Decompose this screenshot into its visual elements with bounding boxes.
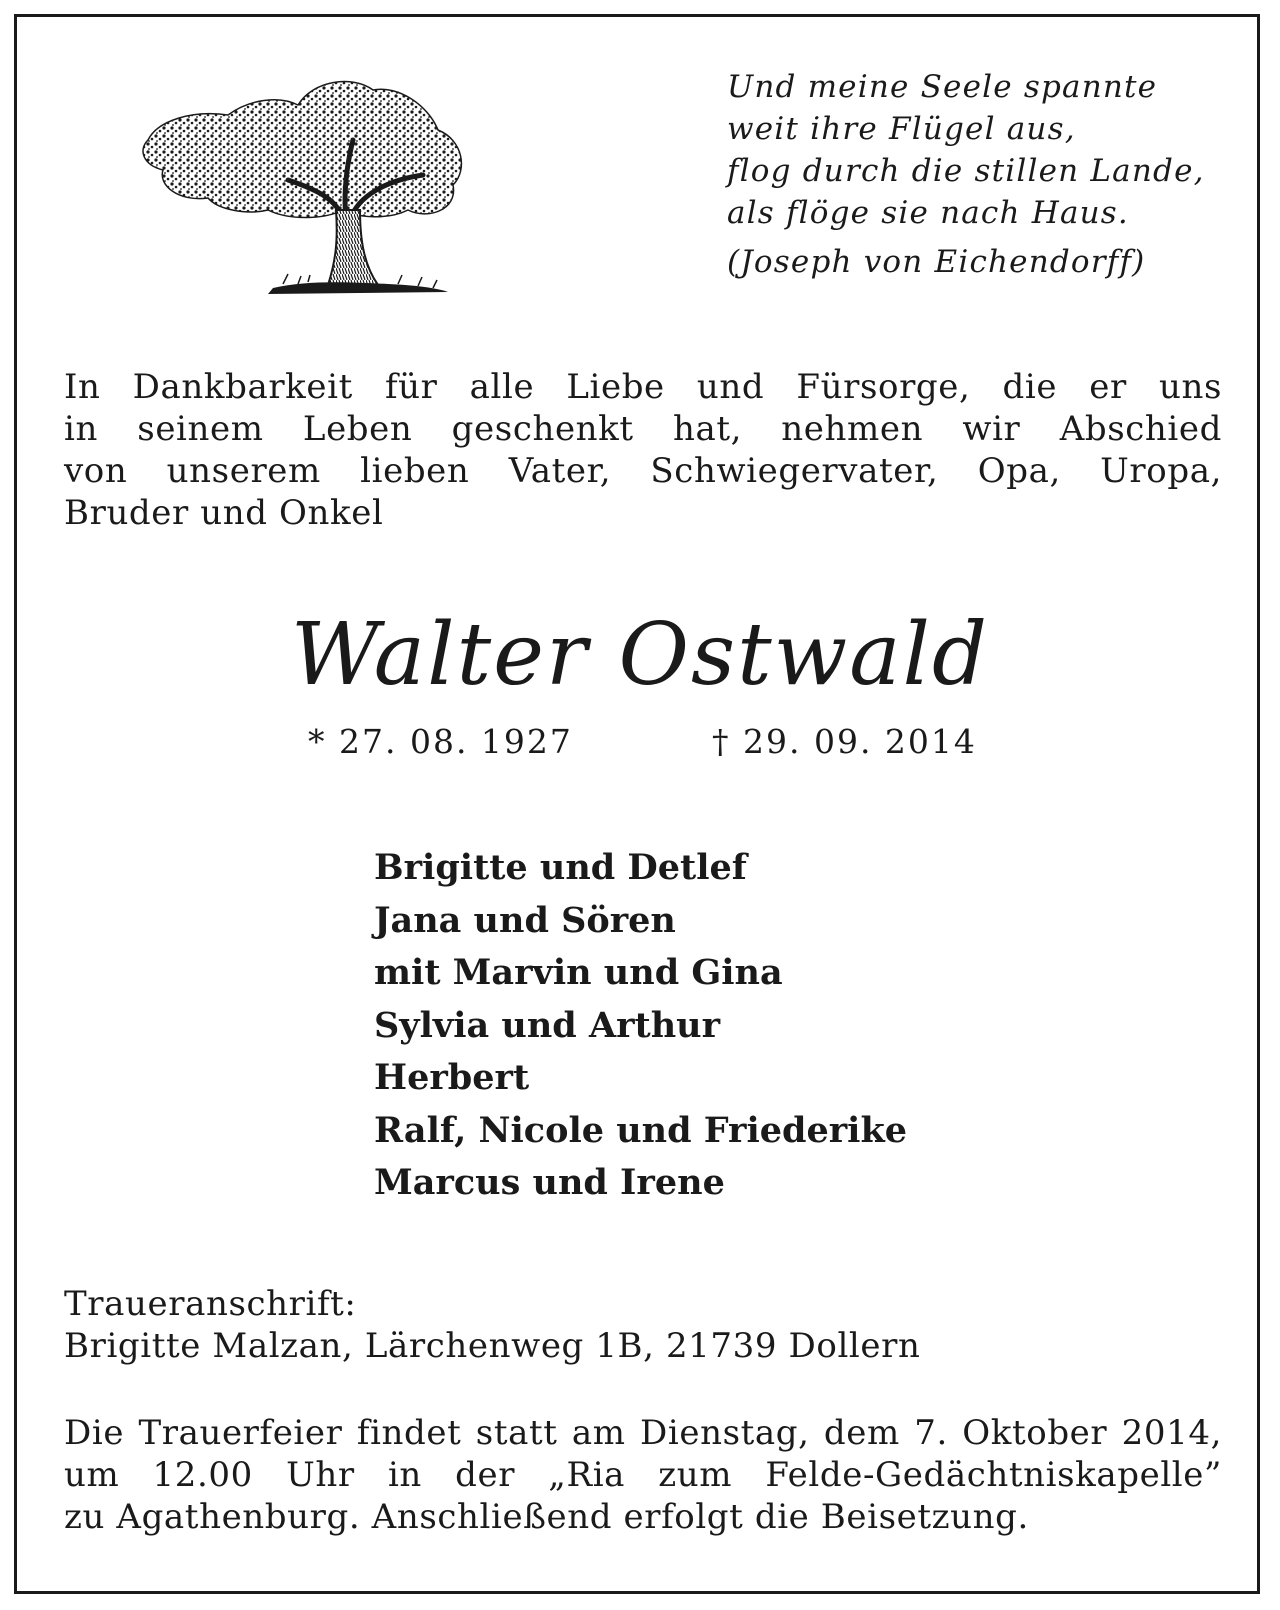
deceased-name: Walter Ostwald — [290, 605, 990, 705]
oak-tree-icon — [138, 70, 473, 300]
poem — [727, 66, 1247, 283]
intro-line: von unserem lieben Vater, Schwiegervater, Opa, Uropa, — [64, 451, 1222, 491]
mourner-entry: Herbert — [374, 1057, 530, 1098]
mourner-entry: Brigitte und Detlef — [374, 847, 747, 888]
poem-author: (Joseph von Eichendorff) — [727, 244, 1146, 280]
poem-line: flog durch die stillen Lande, — [727, 153, 1205, 189]
intro-line: In Dankbarkeit für alle Liebe und Fürsorge, die er uns — [64, 367, 1222, 407]
mourner-entry: Marcus und Irene — [374, 1162, 725, 1203]
poem-line: Und meine Seele spannte — [727, 69, 1158, 105]
mourner-entry: Ralf, Nicole und Friederike — [374, 1109, 907, 1151]
birth-date: * 27. 08. 1927 — [308, 722, 573, 761]
intro-paragraph — [64, 366, 1222, 534]
mourner-entry: Jana und Sören — [374, 899, 676, 941]
ceremony-line: um 12.00 Uhr in der „Ria zum Felde-Gedächtniskapelle” — [64, 1455, 1222, 1495]
ceremony-notice — [64, 1412, 1222, 1538]
mourning-address — [64, 1283, 920, 1367]
address-value: Brigitte Malzan, Lärchenweg 1B, 21739 Dollern — [64, 1326, 921, 1366]
death-date: † 29. 09. 2014 — [712, 722, 977, 761]
mourners-list — [374, 842, 907, 1210]
poem-line: als flöge sie nach Haus. — [727, 195, 1129, 231]
intro-line: in seinem Leben geschenkt hat, nehmen wir Abschied — [64, 409, 1222, 449]
mourner-entry: Sylvia und Arthur — [374, 1004, 721, 1046]
poem-line: weit ihre Flügel aus, — [727, 111, 1076, 147]
mourner-entry: mit Marvin und Gina — [374, 952, 783, 993]
ceremony-line: Die Trauerfeier findet statt am Dienstag, dem 7. Oktober 2014, — [64, 1413, 1222, 1453]
address-label: Traueranschrift: — [64, 1284, 357, 1324]
ceremony-line: zu Agathenburg. Anschließend erfolgt die Beisetzung. — [64, 1497, 1029, 1537]
intro-line: Bruder und Onkel — [64, 493, 384, 533]
